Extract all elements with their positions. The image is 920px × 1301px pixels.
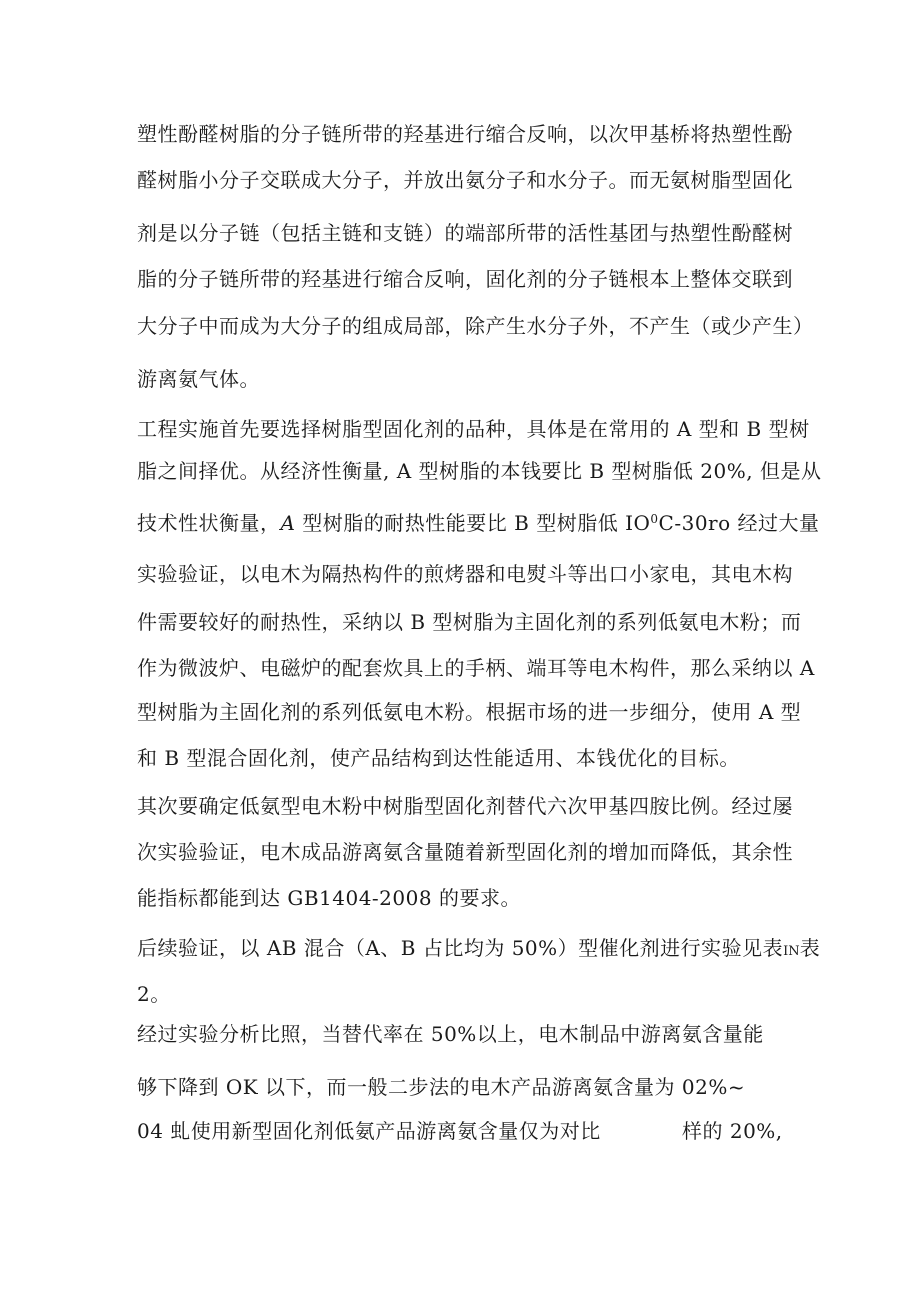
text-line: 游离氨气体。 [137,367,260,391]
text-line: 够下降到 OK 以下，而一般二步法的电木产品游离氨含量为 02%~ [137,1075,746,1099]
text-line: 脂之间择优。从经济性衡量, A 型树脂的本钱要比 B 型树脂低 20%, 但是从 [137,459,822,483]
text-line: 经过实验分析比照，当替代率在 50%以上，电木制品中游离氨含量能 [137,1022,764,1046]
text-line: 塑性酚醛树脂的分子链所带的羟基进行缩合反响，以次甲基桥将热塑性酚 [137,122,793,146]
text-line: 剂是以分子链（包括主链和支链）的端部所带的活性基团与热塑性酚醛树 [137,221,793,245]
text-fragment: 后续验证，以 AB 混合（A、B 占比均为 50%）型催化剂进行实验见表 [137,936,784,960]
text-line: 件需要较好的耐热性，采纳以 B 型树脂为主固化剂的系列低氨电木粉；而 [137,610,802,634]
text-fragment: C-30ro 经过大量 [658,511,820,535]
text-line: 其次要确定低氨型电木粉中树脂型固化剂替代六次甲基四胺比例。经过屡 [137,794,793,818]
text-line: 2。 [137,982,171,1006]
text-fragment: 表 [799,936,821,960]
small-caps-text: IN [783,944,800,959]
text-line: 大分子中而成为大分子的组成局部，除产生水分子外，不产生（或少产生） [137,314,814,338]
text-line [137,936,821,964]
text-fragment: 技术性状衡量， [137,511,281,535]
superscript: 0 [650,512,659,526]
text-fragment: 型树脂的耐热性能要比 B 型树脂低 IO [295,511,651,535]
text-line: 作为微波炉、电磁炉的配套炊具上的手柄、端耳等电木构件，那么采纳以 A [137,656,815,680]
text-line: 工程实施首先要选择树脂型固化剂的品种，具体是在常用的 A 型和 B 型树 [137,417,810,441]
text-line: 型树脂为主固化剂的系列低氨电木粉。根据市场的进一步细分，使用 A 型 [137,700,802,724]
text-line: 能指标都能到达 GB1404-2008 的要求。 [137,886,521,910]
text-line: 次实验验证，电木成品游离氨含量随着新型固化剂的增加而降低，其余性 [137,840,793,864]
text-line: 脂的分子链所带的羟基进行缩合反响，固化剂的分子链根本上整体交联到 [137,267,793,291]
text-line: 醛树脂小分子交联成大分子，并放出氨分子和水分子。而无氨树脂型固化 [137,168,793,192]
text-line [137,507,820,535]
text-line: 04 虬使用新型固化剂低氨产品游离氨含量仅为对比 [137,1119,601,1143]
text-line: 实验验证，以电木为隔热构件的煎烤器和电熨斗等出口小家电，其电木构 [137,562,793,586]
text-fragment: 样的 20%, [682,1119,783,1143]
text-line: 和 B 型混合固化剂，使产品结构到达性能适用、本钱优化的目标。 [137,746,740,770]
italic-letter: A [280,511,296,535]
